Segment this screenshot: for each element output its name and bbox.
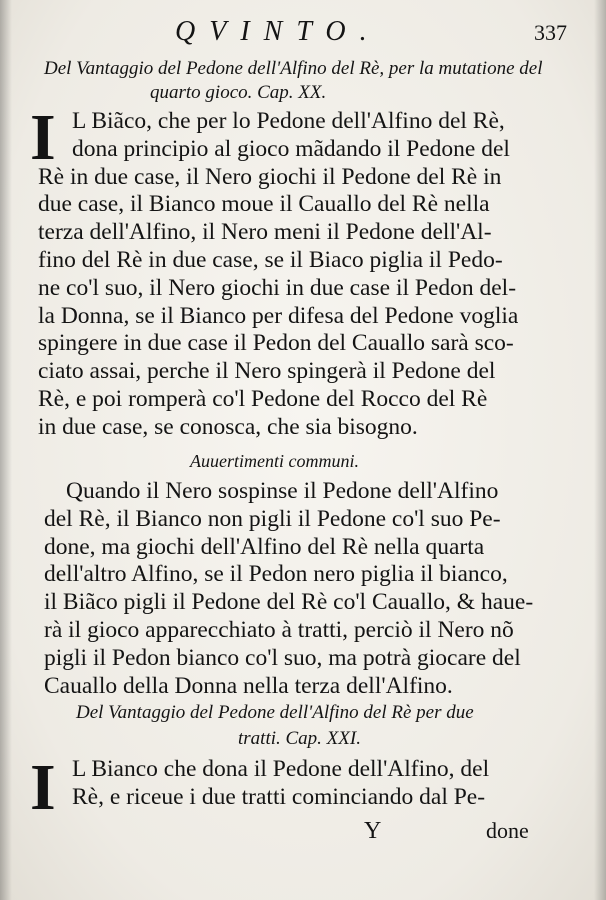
- paragraph-2: [44, 478, 533, 700]
- text-line: spingere in due case il Pedon del Cauallo sarà sco-: [38, 330, 514, 357]
- page-gutter-shadow-left: [0, 0, 12, 900]
- chapter-title-20-line1: Del Vantaggio del Pedone dell'Alfino del Rè, per la mutatione del: [44, 58, 543, 79]
- text-line: in due case, se conosca, che sia bisogno.: [38, 413, 418, 440]
- text-line: Rè in due case, il Nero giochi il Pedone del Rè in: [38, 163, 502, 190]
- text-line: la Donna, se il Bianco per difesa del Pedone voglia: [38, 302, 519, 329]
- text-line: L Biãco, che per lo Pedone dell'Alfino del Rè,: [72, 108, 505, 134]
- text-line: dell'altro Alfino, se il Pedon nero piglia il bianco,: [44, 561, 508, 588]
- text-line: due case, il Bianco moue il Cauallo del Rè nella: [38, 191, 490, 218]
- page-number: 337: [534, 20, 567, 45]
- running-head: QVINTO.: [175, 16, 381, 47]
- drop-cap-1: I: [30, 101, 56, 174]
- chapter-title-21-line2: tratti. Cap. XXI.: [238, 728, 361, 749]
- paragraph-1: [38, 108, 519, 442]
- drop-cap-2: I: [30, 751, 56, 824]
- text-line: done, ma giochi dell'Alfino del Rè nella quarta: [44, 533, 485, 560]
- text-line: del Rè, il Bianco non pigli il Pedone co'l suo Pe-: [44, 505, 501, 532]
- text-line: terza dell'Alfino, il Nero meni il Pedone dell'Al-: [38, 219, 492, 246]
- text-line: Rè, e riceue i due tratti cominciando dal Pe-: [72, 783, 486, 810]
- text-line: rà il gioco apparecchiato à tratti, perciò il Nero nõ: [44, 616, 514, 643]
- text-line: il Biãco pigli il Pedone del Rè co'l Cauallo, & haue-: [44, 589, 534, 616]
- text-line: ciato assai, perche il Nero spingerà il Pedone del: [38, 358, 496, 385]
- text-line: Quando il Nero sospinse il Pedone dell'Alfino: [66, 478, 499, 504]
- text-line: dona principio al gioco mãdando il Pedone del: [72, 135, 510, 162]
- text-line: L Bianco che dona il Pedone dell'Alfino, del: [72, 756, 490, 782]
- text-line: Cauallo della Donna nella terza dell'Alfino.: [44, 672, 453, 699]
- text-line: fino del Rè in due case, se il Biaco piglia il Pedo-: [38, 246, 503, 273]
- section-subheading: Auuertimenti communi.: [190, 451, 359, 471]
- text-line: ne co'l suo, il Nero giochi in due case il Pedon del-: [38, 274, 517, 301]
- paragraph-3: [72, 756, 489, 812]
- text-line: pigli il Pedon bianco co'l suo, ma potrà giocare del: [44, 644, 521, 671]
- chapter-title-20-line2: quarto gioco. Cap. XX.: [150, 82, 327, 103]
- page-edge-shadow-right: [594, 0, 606, 900]
- chapter-title-21-line1: Del Vantaggio del Pedone dell'Alfino del Rè per due: [76, 702, 474, 723]
- page-header: [175, 12, 585, 52]
- catchword: done: [486, 818, 529, 843]
- text-line: Rè, e poi romperà co'l Pedone del Rocco del Rè: [38, 385, 488, 412]
- signature-mark: Y: [364, 818, 382, 844]
